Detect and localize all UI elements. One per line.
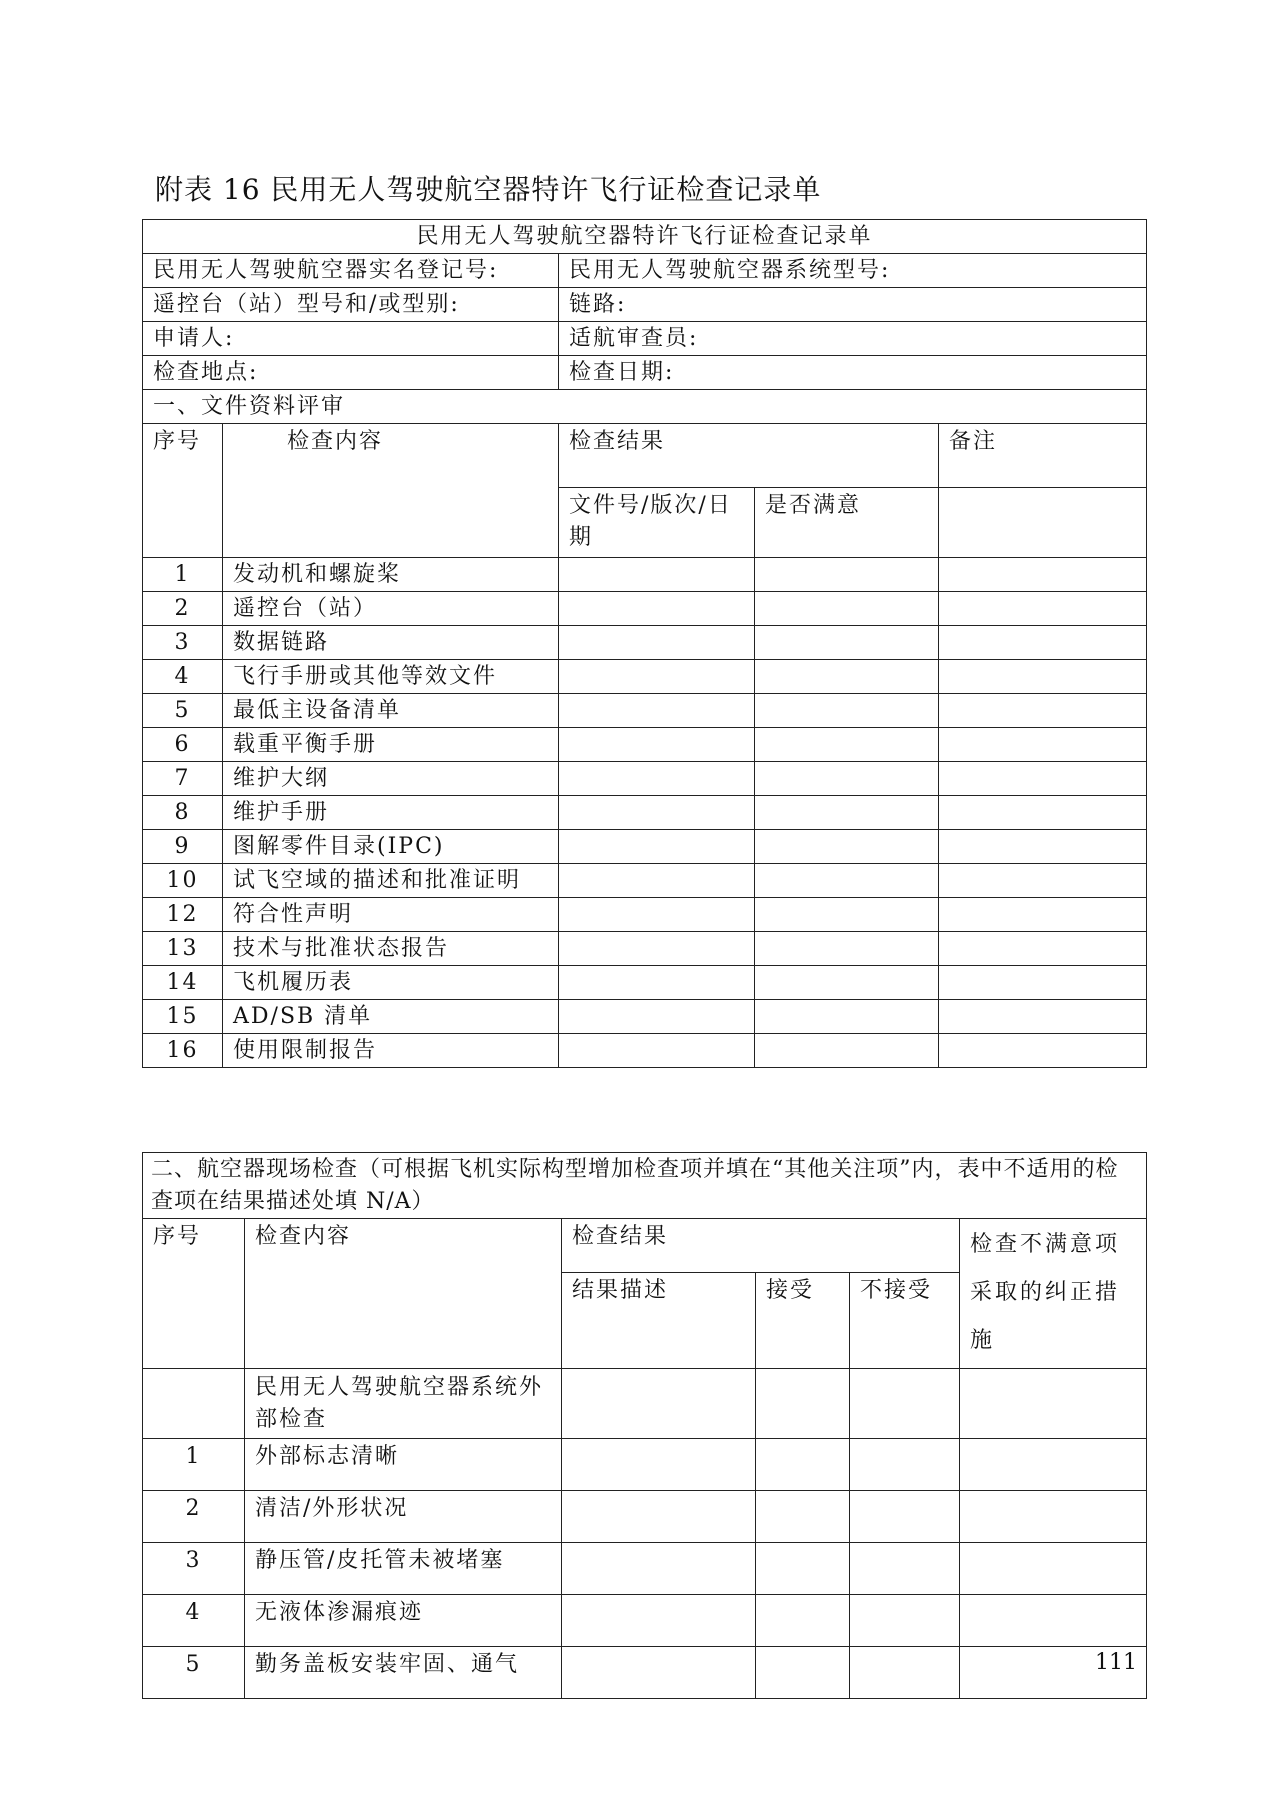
cell-satisfied: [755, 898, 939, 932]
cell-reject: [850, 1369, 960, 1439]
row-seq: 2: [143, 1491, 245, 1543]
col-header-result: 检查结果: [559, 424, 939, 488]
row-seq: 6: [143, 728, 223, 762]
cell-satisfied: [755, 932, 939, 966]
col-header-action: 检查不满意项采取的纠正措施: [960, 1219, 1147, 1369]
cell-action: [960, 1595, 1147, 1647]
cell-accept: [756, 1439, 850, 1491]
cell-satisfied: [755, 626, 939, 660]
cell-docno: [559, 864, 755, 898]
col-header-remark: 备注: [939, 424, 1147, 488]
cell-desc: [562, 1369, 756, 1439]
row-seq: 3: [143, 1543, 245, 1595]
row-content: 最低主设备清单: [223, 694, 559, 728]
col-header-seq: 序号: [143, 1219, 245, 1369]
cell-reject: [850, 1439, 960, 1491]
section1-title: 一、文件资料评审: [143, 390, 1147, 424]
row-content: 试飞空域的描述和批准证明: [223, 864, 559, 898]
cell-seq: [143, 1369, 245, 1439]
row-seq: 7: [143, 762, 223, 796]
cell-docno: [559, 830, 755, 864]
cell-remark: [939, 558, 1147, 592]
cell-reject: [850, 1647, 960, 1699]
cell-docno: [559, 558, 755, 592]
cell-satisfied: [755, 762, 939, 796]
row-content: 数据链路: [223, 626, 559, 660]
row-content: 飞机履历表: [223, 966, 559, 1000]
cell-remark: [939, 966, 1147, 1000]
row-content: 清洁/外形状况: [245, 1491, 562, 1543]
row-seq: 12: [143, 898, 223, 932]
cell-satisfied: [755, 558, 939, 592]
row-content: 图解零件目录(IPC): [223, 830, 559, 864]
cell-satisfied: [755, 728, 939, 762]
cell-docno: [559, 898, 755, 932]
cell-accept: [756, 1543, 850, 1595]
field-label: 民用无人驾驶航空器实名登记号:: [143, 254, 559, 288]
cell-action: [960, 1543, 1147, 1595]
cell-remark: [939, 592, 1147, 626]
cell-docno: [559, 626, 755, 660]
row-seq: 1: [143, 558, 223, 592]
col-header-reject: 不接受: [850, 1273, 960, 1369]
cell-satisfied: [755, 796, 939, 830]
section2-title: 二、航空器现场检查（可根据飞机实际构型增加检查项并填在“其他关注项”内，表中不适用的检查项在结果描述处填 N/A）: [143, 1153, 1147, 1219]
cell-remark: [939, 796, 1147, 830]
row-content: 勤务盖板安装牢固、通气: [245, 1647, 562, 1699]
field-label: 适航审查员:: [559, 322, 1147, 356]
cell-accept: [756, 1369, 850, 1439]
cell-satisfied: [755, 592, 939, 626]
cell-reject: [850, 1595, 960, 1647]
row-content: 维护大纲: [223, 762, 559, 796]
col-header-result: 检查结果: [562, 1219, 960, 1273]
row-seq: 8: [143, 796, 223, 830]
cell-satisfied: [755, 966, 939, 1000]
cell-desc: [562, 1647, 756, 1699]
row-seq: 3: [143, 626, 223, 660]
cell-docno: [559, 660, 755, 694]
cell-satisfied: [755, 1034, 939, 1068]
cell-remark: [939, 728, 1147, 762]
cell-docno: [559, 762, 755, 796]
cell-docno: [559, 728, 755, 762]
col-header-remark-sub: [939, 488, 1147, 558]
cell-accept: [756, 1647, 850, 1699]
row-content: 维护手册: [223, 796, 559, 830]
cell-docno: [559, 694, 755, 728]
cell-desc: [562, 1595, 756, 1647]
row-content: AD/SB 清单: [223, 1000, 559, 1034]
cell-action: [960, 1491, 1147, 1543]
row-content: 静压管/皮托管未被堵塞: [245, 1543, 562, 1595]
cell-remark: [939, 898, 1147, 932]
row-content: 遥控台（站）: [223, 592, 559, 626]
cell-action: [960, 1439, 1147, 1491]
col-header-content: 检查内容: [245, 1219, 562, 1369]
cell-reject: [850, 1543, 960, 1595]
cell-remark: [939, 864, 1147, 898]
cell-action: [960, 1369, 1147, 1439]
cell-accept: [756, 1595, 850, 1647]
cell-remark: [939, 830, 1147, 864]
inspection-form-table-part2: [142, 1152, 1147, 1699]
field-label: 遥控台（站）型号和/或型别:: [143, 288, 559, 322]
cell-satisfied: [755, 694, 939, 728]
cell-docno: [559, 966, 755, 1000]
field-label: 检查地点:: [143, 356, 559, 390]
cell-remark: [939, 660, 1147, 694]
page-number: 111: [1095, 1650, 1137, 1675]
field-label: 检查日期:: [559, 356, 1147, 390]
cell-remark: [939, 626, 1147, 660]
cell-docno: [559, 1000, 755, 1034]
field-label: 民用无人驾驶航空器系统型号:: [559, 254, 1147, 288]
cell-docno: [559, 592, 755, 626]
cell-remark: [939, 1034, 1147, 1068]
group-title: 民用无人驾驶航空器系统外部检查: [245, 1369, 562, 1439]
cell-satisfied: [755, 1000, 939, 1034]
row-content: 飞行手册或其他等效文件: [223, 660, 559, 694]
col-header-accept: 接受: [756, 1273, 850, 1369]
cell-remark: [939, 1000, 1147, 1034]
cell-accept: [756, 1491, 850, 1543]
row-content: 外部标志清晰: [245, 1439, 562, 1491]
cell-desc: [562, 1543, 756, 1595]
document-title: 附表 16 民用无人驾驶航空器特许飞行证检查记录单: [155, 173, 822, 206]
cell-satisfied: [755, 660, 939, 694]
col-header-satisfied: 是否满意: [755, 488, 939, 558]
row-content: 使用限制报告: [223, 1034, 559, 1068]
row-content: 符合性声明: [223, 898, 559, 932]
row-seq: 13: [143, 932, 223, 966]
col-header-docno: 文件号/版次/日期: [559, 488, 755, 558]
cell-desc: [562, 1491, 756, 1543]
row-seq: 5: [143, 694, 223, 728]
row-seq: 1: [143, 1439, 245, 1491]
cell-docno: [559, 932, 755, 966]
cell-remark: [939, 694, 1147, 728]
col-header-seq: 序号: [143, 424, 223, 558]
row-content: 技术与批准状态报告: [223, 932, 559, 966]
row-seq: 14: [143, 966, 223, 1000]
field-label: 链路:: [559, 288, 1147, 322]
cell-reject: [850, 1491, 960, 1543]
field-label: 申请人:: [143, 322, 559, 356]
col-header-desc: 结果描述: [562, 1273, 756, 1369]
cell-docno: [559, 1034, 755, 1068]
cell-remark: [939, 762, 1147, 796]
row-seq: 4: [143, 660, 223, 694]
row-seq: 16: [143, 1034, 223, 1068]
form-header: 民用无人驾驶航空器特许飞行证检查记录单: [143, 220, 1147, 254]
inspection-form-table-part1: [142, 219, 1147, 1068]
row-content: 无液体渗漏痕迹: [245, 1595, 562, 1647]
cell-satisfied: [755, 864, 939, 898]
row-seq: 5: [143, 1647, 245, 1699]
row-seq: 15: [143, 1000, 223, 1034]
row-seq: 4: [143, 1595, 245, 1647]
row-seq: 10: [143, 864, 223, 898]
row-seq: 9: [143, 830, 223, 864]
cell-desc: [562, 1439, 756, 1491]
cell-satisfied: [755, 830, 939, 864]
row-content: 载重平衡手册: [223, 728, 559, 762]
row-content: 发动机和螺旋桨: [223, 558, 559, 592]
row-seq: 2: [143, 592, 223, 626]
col-header-content: 检查内容: [223, 424, 559, 558]
cell-docno: [559, 796, 755, 830]
cell-remark: [939, 932, 1147, 966]
